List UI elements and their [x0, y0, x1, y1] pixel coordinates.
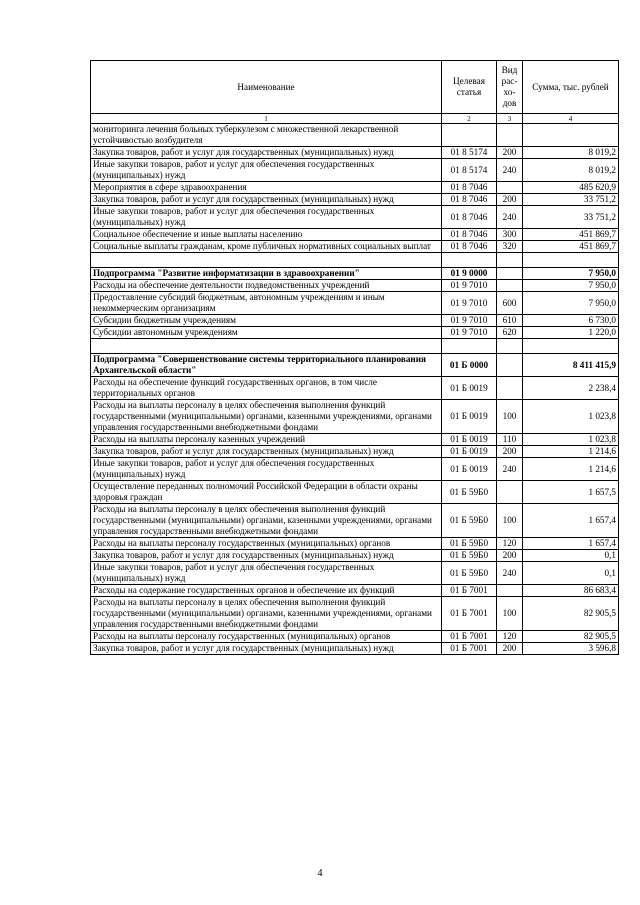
row-name: Расходы на выплаты персоналу в целях обеспечения выполнения функций государственными (муниципальными) органами, казенными учреждениями, органами управления государственными внебюджетными фондами: [91, 400, 442, 434]
row-expense-type: 120: [497, 538, 523, 550]
row-expense-type: [497, 124, 523, 147]
row-name: Закупка товаров, работ и услуг для государственных (муниципальных) нужд: [91, 194, 442, 206]
table-row: [91, 585, 619, 597]
row-expense-type: 240: [497, 458, 523, 481]
column-number: 4: [523, 114, 619, 124]
row-expense-type: 200: [497, 147, 523, 159]
row-expense-type: 200: [497, 194, 523, 206]
header-expense-type: Вид рас-хо-дов: [497, 61, 523, 114]
row-name: мониторинга лечения больных туберкулезом с множественной лекарственной устойчивостью возбудителя: [91, 124, 442, 147]
table-row: [91, 268, 619, 280]
row-expense-type: 240: [497, 206, 523, 229]
row-expense-type: [497, 585, 523, 597]
row-sum: 7 950,0: [523, 280, 619, 292]
row-target-article: 01 Б 7001: [442, 643, 497, 655]
row-target-article: 01 Б 0019: [442, 434, 497, 446]
row-sum: 451 869,7: [523, 241, 619, 253]
table-row: [91, 377, 619, 400]
row-sum: 6 730,0: [523, 315, 619, 327]
row-expense-type: 300: [497, 229, 523, 241]
table-header-row: [91, 61, 619, 114]
row-name: Расходы на выплаты персоналу государственных (муниципальных) органов: [91, 538, 442, 550]
row-expense-type: 200: [497, 643, 523, 655]
column-number: 1: [91, 114, 442, 124]
row-target-article: 01 8 7046: [442, 206, 497, 229]
row-expense-type: 620: [497, 327, 523, 339]
row-target-article: 01 8 7046: [442, 182, 497, 194]
table-row: [91, 159, 619, 182]
row-name: Субсидии автономным учреждениям: [91, 327, 442, 339]
row-target-article: 01 Б 0000: [442, 354, 497, 377]
row-expense-type: 100: [497, 504, 523, 538]
row-target-article: 01 Б 59Б0: [442, 550, 497, 562]
row-target-article: 01 Б 59Б0: [442, 538, 497, 550]
row-sum: 8 019,2: [523, 147, 619, 159]
row-name: Социальные выплаты гражданам, кроме публичных нормативных социальных выплат: [91, 241, 442, 253]
row-sum: 33 751,2: [523, 194, 619, 206]
table-row: [91, 446, 619, 458]
row-expense-type: [497, 481, 523, 504]
row-expense-type: 600: [497, 292, 523, 315]
row-sum: 82 905,5: [523, 597, 619, 631]
table-row: [91, 124, 619, 147]
budget-table: [90, 60, 619, 655]
row-target-article: 01 Б 0019: [442, 400, 497, 434]
row-name: Подпрограмма "Совершенствование системы территориального планирования Архангельской области": [91, 354, 442, 377]
row-target-article: 01 Б 7001: [442, 585, 497, 597]
row-name: Иные закупки товаров, работ и услуг для обеспечения государственных (муниципальных) нужд: [91, 159, 442, 182]
row-sum: 8 411 415,9: [523, 354, 619, 377]
row-target-article: 01 Б 59Б0: [442, 562, 497, 585]
row-name: Мероприятия в сфере здравоохранения: [91, 182, 442, 194]
row-target-article: [442, 339, 497, 354]
table-row: [91, 538, 619, 550]
column-number-row: [91, 114, 619, 124]
row-name: Предоставление субсидий бюджетным, автономным учреждениям и иным некоммерческим организациям: [91, 292, 442, 315]
row-target-article: 01 Б 0019: [442, 446, 497, 458]
row-name: Расходы на выплаты персоналу государственных (муниципальных) органов: [91, 631, 442, 643]
row-expense-type: 610: [497, 315, 523, 327]
table-row: [91, 504, 619, 538]
row-target-article: 01 Б 7001: [442, 597, 497, 631]
row-expense-type: [497, 280, 523, 292]
page-number: 4: [317, 868, 323, 879]
column-number: 2: [442, 114, 497, 124]
row-target-article: 01 8 5174: [442, 147, 497, 159]
row-expense-type: [497, 354, 523, 377]
row-target-article: 01 8 7046: [442, 229, 497, 241]
row-expense-type: 200: [497, 446, 523, 458]
table-row: [91, 253, 619, 268]
row-name: Закупка товаров, работ и услуг для государственных (муниципальных) нужд: [91, 643, 442, 655]
row-expense-type: [497, 182, 523, 194]
table-row: [91, 229, 619, 241]
row-target-article: 01 Б 59Б0: [442, 481, 497, 504]
table-row: [91, 280, 619, 292]
header-name: Наименование: [91, 61, 442, 114]
row-name: Расходы на обеспечение функций государственных органов, в том числе территориальных органов: [91, 377, 442, 400]
row-name: Иные закупки товаров, работ и услуг для обеспечения государственных (муниципальных) нужд: [91, 458, 442, 481]
table-row: [91, 339, 619, 354]
table-row: [91, 194, 619, 206]
row-sum: 8 019,2: [523, 159, 619, 182]
row-target-article: 01 Б 0019: [442, 377, 497, 400]
row-sum: [523, 124, 619, 147]
row-sum: [523, 339, 619, 354]
table-row: [91, 434, 619, 446]
table-row: [91, 631, 619, 643]
row-sum: 2 238,4: [523, 377, 619, 400]
row-expense-type: 100: [497, 400, 523, 434]
row-expense-type: 120: [497, 631, 523, 643]
row-name: Расходы на содержание государственных органов и обеспечение их функций: [91, 585, 442, 597]
row-name: Расходы на обеспечение деятельности подведомственных учреждений: [91, 280, 442, 292]
row-name: Иные закупки товаров, работ и услуг для обеспечения государственных (муниципальных) нужд: [91, 562, 442, 585]
row-name: Закупка товаров, работ и услуг для государственных (муниципальных) нужд: [91, 550, 442, 562]
row-target-article: 01 9 7010: [442, 315, 497, 327]
row-name: Расходы на выплаты персоналу в целях обеспечения выполнения функций государственными (муниципальными) органами, казенными учреждениями, органами управления государственными внебюджетными фондами: [91, 597, 442, 631]
table-row: [91, 327, 619, 339]
table-row: [91, 643, 619, 655]
header-target-article: Целевая статья: [442, 61, 497, 114]
row-target-article: 01 9 7010: [442, 327, 497, 339]
row-sum: [523, 253, 619, 268]
row-expense-type: [497, 339, 523, 354]
header-sum: Сумма, тыс. рублей: [523, 61, 619, 114]
row-sum: 1 220,0: [523, 327, 619, 339]
table-row: [91, 550, 619, 562]
row-name: Закупка товаров, работ и услуг для государственных (муниципальных) нужд: [91, 147, 442, 159]
row-name: Расходы на выплаты персоналу казенных учреждений: [91, 434, 442, 446]
row-target-article: 01 Б 7001: [442, 631, 497, 643]
table-row: [91, 182, 619, 194]
row-sum: 1 214,6: [523, 458, 619, 481]
row-sum: 82 905,5: [523, 631, 619, 643]
table-row: [91, 206, 619, 229]
column-number: 3: [497, 114, 523, 124]
row-target-article: 01 8 5174: [442, 159, 497, 182]
row-target-article: [442, 253, 497, 268]
row-name: Субсидии бюджетным учреждениям: [91, 315, 442, 327]
row-sum: 485 620,9: [523, 182, 619, 194]
row-name: [91, 339, 442, 354]
row-target-article: 01 Б 59Б0: [442, 504, 497, 538]
row-name: Подпрограмма "Развитие информатизации в здравоохранении": [91, 268, 442, 280]
row-expense-type: 110: [497, 434, 523, 446]
row-sum: 7 950,0: [523, 268, 619, 280]
table-row: [91, 147, 619, 159]
table-row: [91, 292, 619, 315]
row-sum: 1 657,5: [523, 481, 619, 504]
row-expense-type: [497, 268, 523, 280]
table-row: [91, 562, 619, 585]
row-name: Иные закупки товаров, работ и услуг для обеспечения государственных (муниципальных) нужд: [91, 206, 442, 229]
row-name: Закупка товаров, работ и услуг для государственных (муниципальных) нужд: [91, 446, 442, 458]
row-sum: 7 950,0: [523, 292, 619, 315]
row-sum: 86 683,4: [523, 585, 619, 597]
row-name: [91, 253, 442, 268]
row-sum: 1 214,6: [523, 446, 619, 458]
row-target-article: 01 9 0000: [442, 268, 497, 280]
row-target-article: 01 8 7046: [442, 241, 497, 253]
row-target-article: 01 Б 0019: [442, 458, 497, 481]
row-expense-type: [497, 253, 523, 268]
row-sum: 33 751,2: [523, 206, 619, 229]
row-expense-type: 100: [497, 597, 523, 631]
row-sum: 1 023,8: [523, 434, 619, 446]
row-sum: 1 657,4: [523, 504, 619, 538]
table-row: [91, 458, 619, 481]
row-sum: 451 869,7: [523, 229, 619, 241]
row-expense-type: 320: [497, 241, 523, 253]
row-name: Осуществление переданных полномочий Российской Федерации в области охраны здоровья граждан: [91, 481, 442, 504]
row-expense-type: 200: [497, 550, 523, 562]
row-name: Социальное обеспечение и иные выплаты населению: [91, 229, 442, 241]
row-expense-type: 240: [497, 159, 523, 182]
row-sum: 0,1: [523, 550, 619, 562]
table-body: [91, 124, 619, 655]
row-expense-type: [497, 377, 523, 400]
table-row: [91, 597, 619, 631]
row-target-article: 01 9 7010: [442, 292, 497, 315]
row-sum: 1 657,4: [523, 538, 619, 550]
row-name: Расходы на выплаты персоналу в целях обеспечения выполнения функций государственными (муниципальными) органами, казенными учреждениями, органами управления государственными внебюджетными фондами: [91, 504, 442, 538]
row-target-article: [442, 124, 497, 147]
table-row: [91, 400, 619, 434]
table-row: [91, 241, 619, 253]
row-expense-type: 240: [497, 562, 523, 585]
row-target-article: 01 8 7046: [442, 194, 497, 206]
table-row: [91, 354, 619, 377]
table-row: [91, 315, 619, 327]
table-row: [91, 481, 619, 504]
row-target-article: 01 9 7010: [442, 280, 497, 292]
row-sum: 0,1: [523, 562, 619, 585]
row-sum: 1 023,8: [523, 400, 619, 434]
row-sum: 3 596,8: [523, 643, 619, 655]
